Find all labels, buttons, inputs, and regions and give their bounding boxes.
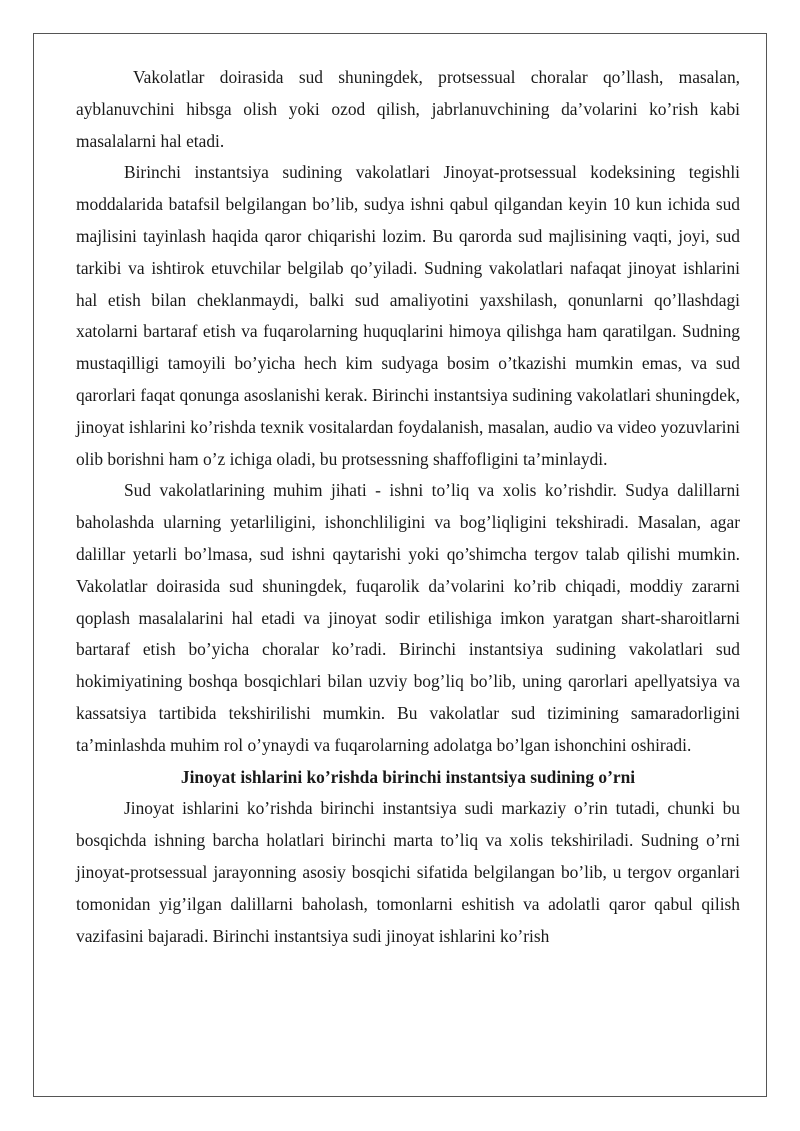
paragraph-3: Sud vakolatlarining muhim jihati - ishni to’liq va xolis ko’rishdir. Sudya dalillarni baholashda ularning yetarliligini, ishonchliligini va bog’liqligini tekshiradi. Masalan, agar dalillar yetarli bo’lmasa, sud ishni qaytarishi yoki qo’shimcha tergov talab qilishi mumkin. Vakolatlar doirasida sud shuningdek, fuqarolik da’volarini ko’rib chiqadi, moddiy zararni qoplash masalalarini hal etadi va jinoyat sodir etilishiga imkon yaratgan shart-sharoitlarni bartaraf etish bo’yicha choralar ko’radi. Birinchi instantsiya sudining vakolatlari sud hokimiyatining boshqa bosqichlari bilan uzviy bog’liq bo’lib, uning qarorlari apellyatsiya va kassatsiya tartibida tekshirilishi mumkin. Bu vakolatlar sud tizimining samaradorligini ta’minlashda muhim rol o’ynaydi va fuqarolarning adolatga bo’lgan ishonchini oshiradi. [76,480,740,755]
document-body [76,62,740,952]
paragraph-4: Jinoyat ishlarini ko’rishda birinchi instantsiya sudi markaziy o’rin tutadi, chunki bu bosqichda ishning barcha holatlari birinchi marta to’liq va xolis tekshiriladi. Sudning o’rni jinoyat-protsessual jarayonning asosiy bosqichi sifatida belgilangan bo’lib, u tergov organlari tomonidan yig’ilgan dalillarni baholash, tomonlarni eshitish va adolatli qaror qabul qilish vazifasini bajaradi. Birinchi instantsiya sudi jinoyat ishlarini ko’rish [76,798,740,946]
section-heading: Jinoyat ishlarini ko’rishda birinchi instantsiya sudining o’rni [180,766,636,787]
paragraph-2: Birinchi instantsiya sudining vakolatlari Jinoyat-protsessual kodeksining tegishli moddalarida batafsil belgilangan bo’lib, sudya ishni qabul qilgandan keyin 10 kun ichida sud majlisini tayinlash haqida qaror chiqarishi lozim. Bu qarorda sud majlisining vaqti, joyi, sud tarkibi va ishtirok etuvchilar belgilab qo’yiladi. Sudning vakolatlari nafaqat jinoyat ishlarini hal etish bilan cheklanmaydi, balki sud amaliyotini yaxshilash, qonunlarni qo’llashdagi xatolarni bartaraf etish va fuqarolarning huquqlarini himoya qilishga ham qaratilgan. Sudning mustaqilligi tamoyili bo’yicha hech kim sudyaga bosim o’tkazishi mumkin emas, va sud qarorlari faqat qonunga asoslanishi kerak. Birinchi instantsiya sudining vakolatlari shuningdek, jinoyat ishlarini ko’rishda texnik vositalardan foydalanish, masalan, audio va video yozuvlarini olib borishni ham o’z ichiga oladi, bu protsessning shaffofligini ta’minlaydi. [76,162,740,469]
paragraph-1: Vakolatlar doirasida sud shuningdek, protsessual choralar qo’llash, masalan, ayblanuvchini hibsga olish yoki ozod qilish, jabrlanuvchining da’volarini ko’rish kabi masalalarni hal etadi. [76,67,740,151]
